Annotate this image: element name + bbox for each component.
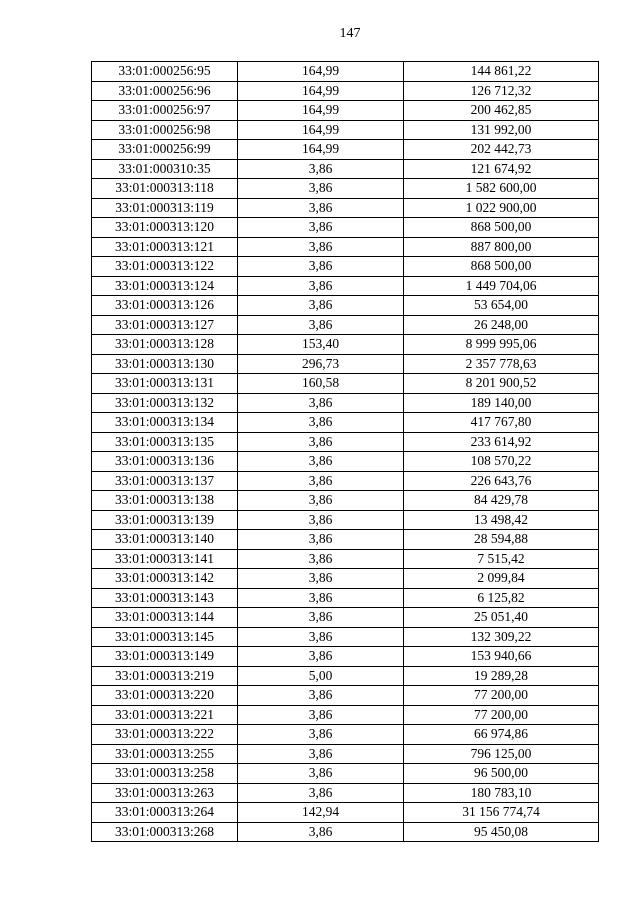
- cadastral-number-cell: 33:01:000313:222: [92, 725, 238, 745]
- value-cell: 31 156 774,74: [404, 803, 599, 823]
- rate-cell: 160,58: [238, 374, 404, 394]
- rate-cell: 164,99: [238, 140, 404, 160]
- value-cell: 868 500,00: [404, 218, 599, 238]
- cadastral-number-cell: 33:01:000256:95: [92, 62, 238, 82]
- table-row: [92, 510, 599, 530]
- value-cell: 796 125,00: [404, 744, 599, 764]
- value-cell: 417 767,80: [404, 413, 599, 433]
- table-row: [92, 686, 599, 706]
- value-cell: 77 200,00: [404, 705, 599, 725]
- table-row: [92, 413, 599, 433]
- rate-cell: 3,86: [238, 549, 404, 569]
- cadastral-number-cell: 33:01:000313:263: [92, 783, 238, 803]
- table-row: [92, 705, 599, 725]
- rate-cell: 153,40: [238, 335, 404, 355]
- rate-cell: 3,86: [238, 413, 404, 433]
- rate-cell: 3,86: [238, 198, 404, 218]
- cadastral-number-cell: 33:01:000313:127: [92, 315, 238, 335]
- cadastral-number-cell: 33:01:000313:219: [92, 666, 238, 686]
- rate-cell: 164,99: [238, 81, 404, 101]
- table-row: [92, 354, 599, 374]
- rate-cell: 3,86: [238, 432, 404, 452]
- cadastral-number-cell: 33:01:000313:141: [92, 549, 238, 569]
- cadastral-number-cell: 33:01:000313:136: [92, 452, 238, 472]
- value-cell: 202 442,73: [404, 140, 599, 160]
- table-row: [92, 296, 599, 316]
- value-cell: 19 289,28: [404, 666, 599, 686]
- table-row: [92, 393, 599, 413]
- page-number: 147: [339, 26, 361, 41]
- value-cell: 95 450,08: [404, 822, 599, 842]
- table-row: [92, 549, 599, 569]
- value-cell: 6 125,82: [404, 588, 599, 608]
- rate-cell: 3,86: [238, 822, 404, 842]
- value-cell: 868 500,00: [404, 257, 599, 277]
- table-row: [92, 647, 599, 667]
- table-row: [92, 140, 599, 160]
- table-row: [92, 101, 599, 121]
- cadastral-number-cell: 33:01:000313:142: [92, 569, 238, 589]
- cadastral-number-cell: 33:01:000313:128: [92, 335, 238, 355]
- value-cell: 233 614,92: [404, 432, 599, 452]
- value-cell: 200 462,85: [404, 101, 599, 121]
- cadastral-number-cell: 33:01:000313:118: [92, 179, 238, 199]
- cadastral-number-cell: 33:01:000313:143: [92, 588, 238, 608]
- value-cell: 1 582 600,00: [404, 179, 599, 199]
- table-row: [92, 491, 599, 511]
- value-cell: 84 429,78: [404, 491, 599, 511]
- table-row: [92, 627, 599, 647]
- rate-cell: 3,86: [238, 764, 404, 784]
- rate-cell: 3,86: [238, 471, 404, 491]
- value-cell: 77 200,00: [404, 686, 599, 706]
- rate-cell: 3,86: [238, 276, 404, 296]
- table-row: [92, 62, 599, 82]
- value-cell: 2 357 778,63: [404, 354, 599, 374]
- cadastral-number-cell: 33:01:000256:99: [92, 140, 238, 160]
- table-row: [92, 608, 599, 628]
- value-cell: 887 800,00: [404, 237, 599, 257]
- cadastral-number-cell: 33:01:000313:135: [92, 432, 238, 452]
- cadastral-number-cell: 33:01:000313:126: [92, 296, 238, 316]
- value-cell: 126 712,32: [404, 81, 599, 101]
- cadastral-number-cell: 33:01:000313:120: [92, 218, 238, 238]
- table-row: [92, 179, 599, 199]
- cadastral-value-table: [91, 61, 599, 842]
- cadastral-number-cell: 33:01:000313:131: [92, 374, 238, 394]
- rate-cell: 3,86: [238, 315, 404, 335]
- rate-cell: 3,86: [238, 744, 404, 764]
- table-row: [92, 471, 599, 491]
- table-row: [92, 257, 599, 277]
- cadastral-number-cell: 33:01:000313:145: [92, 627, 238, 647]
- cadastral-number-cell: 33:01:000313:122: [92, 257, 238, 277]
- rate-cell: 3,86: [238, 237, 404, 257]
- rate-cell: 3,86: [238, 257, 404, 277]
- rate-cell: 296,73: [238, 354, 404, 374]
- table-row: [92, 725, 599, 745]
- rate-cell: 5,00: [238, 666, 404, 686]
- cadastral-number-cell: 33:01:000313:137: [92, 471, 238, 491]
- table-row: [92, 744, 599, 764]
- table-row: [92, 159, 599, 179]
- table-row: [92, 764, 599, 784]
- value-cell: 226 643,76: [404, 471, 599, 491]
- value-cell: 2 099,84: [404, 569, 599, 589]
- rate-cell: 3,86: [238, 530, 404, 550]
- cadastral-number-cell: 33:01:000256:96: [92, 81, 238, 101]
- rate-cell: 3,86: [238, 647, 404, 667]
- value-cell: 1 449 704,06: [404, 276, 599, 296]
- table-row: [92, 666, 599, 686]
- rate-cell: 3,86: [238, 179, 404, 199]
- table-row: [92, 569, 599, 589]
- value-cell: 13 498,42: [404, 510, 599, 530]
- rate-cell: 3,86: [238, 296, 404, 316]
- cadastral-number-cell: 33:01:000313:119: [92, 198, 238, 218]
- table-row: [92, 237, 599, 257]
- rate-cell: 164,99: [238, 120, 404, 140]
- cadastral-number-cell: 33:01:000313:138: [92, 491, 238, 511]
- table-row: [92, 218, 599, 238]
- rate-cell: 3,86: [238, 393, 404, 413]
- value-cell: 180 783,10: [404, 783, 599, 803]
- cadastral-number-cell: 33:01:000313:130: [92, 354, 238, 374]
- rate-cell: 3,86: [238, 510, 404, 530]
- table-row: [92, 374, 599, 394]
- table-row: [92, 120, 599, 140]
- cadastral-number-cell: 33:01:000313:220: [92, 686, 238, 706]
- rate-cell: 3,86: [238, 452, 404, 472]
- value-cell: 144 861,22: [404, 62, 599, 82]
- table-row: [92, 276, 599, 296]
- rate-cell: 3,86: [238, 783, 404, 803]
- cadastral-number-cell: 33:01:000313:221: [92, 705, 238, 725]
- value-cell: 121 674,92: [404, 159, 599, 179]
- cadastral-number-cell: 33:01:000310:35: [92, 159, 238, 179]
- cadastral-number-cell: 33:01:000256:98: [92, 120, 238, 140]
- cadastral-number-cell: 33:01:000313:132: [92, 393, 238, 413]
- rate-cell: 3,86: [238, 627, 404, 647]
- table-row: [92, 198, 599, 218]
- value-cell: 66 974,86: [404, 725, 599, 745]
- cadastral-number-cell: 33:01:000313:121: [92, 237, 238, 257]
- value-cell: 8 999 995,06: [404, 335, 599, 355]
- cadastral-number-cell: 33:01:000313:139: [92, 510, 238, 530]
- cadastral-number-cell: 33:01:000313:124: [92, 276, 238, 296]
- rate-cell: 3,86: [238, 159, 404, 179]
- value-cell: 53 654,00: [404, 296, 599, 316]
- rate-cell: 3,86: [238, 588, 404, 608]
- rate-cell: 3,86: [238, 569, 404, 589]
- table-row: [92, 530, 599, 550]
- table-row: [92, 803, 599, 823]
- value-cell: 189 140,00: [404, 393, 599, 413]
- table-row: [92, 783, 599, 803]
- value-cell: 1 022 900,00: [404, 198, 599, 218]
- cadastral-number-cell: 33:01:000313:149: [92, 647, 238, 667]
- value-cell: 96 500,00: [404, 764, 599, 784]
- table-row: [92, 432, 599, 452]
- rate-cell: 164,99: [238, 62, 404, 82]
- table-row: [92, 588, 599, 608]
- cadastral-number-cell: 33:01:000313:144: [92, 608, 238, 628]
- table-body: [92, 62, 599, 842]
- rate-cell: 3,86: [238, 725, 404, 745]
- value-cell: 108 570,22: [404, 452, 599, 472]
- rate-cell: 3,86: [238, 491, 404, 511]
- value-cell: 7 515,42: [404, 549, 599, 569]
- rate-cell: 3,86: [238, 686, 404, 706]
- table-row: [92, 335, 599, 355]
- cadastral-number-cell: 33:01:000313:268: [92, 822, 238, 842]
- cadastral-number-cell: 33:01:000313:264: [92, 803, 238, 823]
- value-cell: 26 248,00: [404, 315, 599, 335]
- rate-cell: 164,99: [238, 101, 404, 121]
- rate-cell: 3,86: [238, 218, 404, 238]
- table-row: [92, 452, 599, 472]
- rate-cell: 3,86: [238, 705, 404, 725]
- cadastral-number-cell: 33:01:000313:255: [92, 744, 238, 764]
- table-row: [92, 822, 599, 842]
- value-cell: 25 051,40: [404, 608, 599, 628]
- cadastral-number-cell: 33:01:000313:140: [92, 530, 238, 550]
- value-cell: 153 940,66: [404, 647, 599, 667]
- cadastral-number-cell: 33:01:000313:134: [92, 413, 238, 433]
- value-cell: 132 309,22: [404, 627, 599, 647]
- value-cell: 8 201 900,52: [404, 374, 599, 394]
- value-cell: 131 992,00: [404, 120, 599, 140]
- rate-cell: 3,86: [238, 608, 404, 628]
- rate-cell: 142,94: [238, 803, 404, 823]
- cadastral-number-cell: 33:01:000256:97: [92, 101, 238, 121]
- value-cell: 28 594,88: [404, 530, 599, 550]
- cadastral-number-cell: 33:01:000313:258: [92, 764, 238, 784]
- table-row: [92, 315, 599, 335]
- table-row: [92, 81, 599, 101]
